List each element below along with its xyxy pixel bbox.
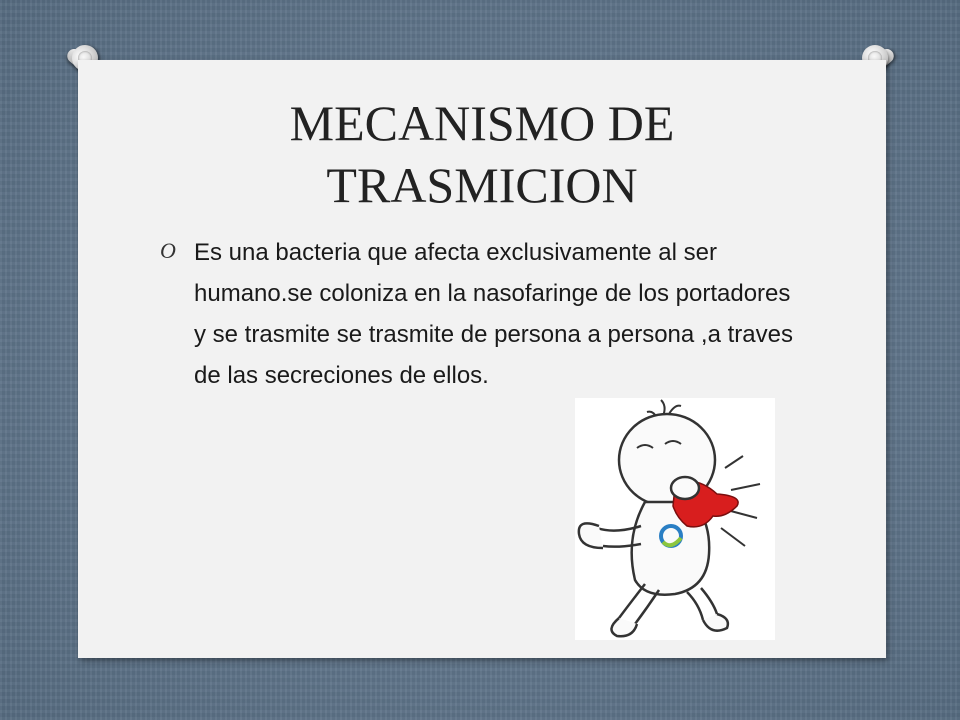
slide-title-line-1: MECANISMO DE (289, 95, 675, 151)
slide-title-line-2: TRASMICION (326, 157, 638, 213)
slide-title (78, 92, 886, 216)
slide-card (78, 60, 886, 658)
sneezing-figure-icon (575, 398, 775, 640)
bullet-marker: O (160, 238, 176, 263)
bullet-text: Es una bacteria que afecta exclusivamente al ser humano.se coloniza en la nasofaringe de los portadores y se trasmite se trasmite de persona a persona ,a traves de las secreciones de ellos. (194, 239, 793, 389)
